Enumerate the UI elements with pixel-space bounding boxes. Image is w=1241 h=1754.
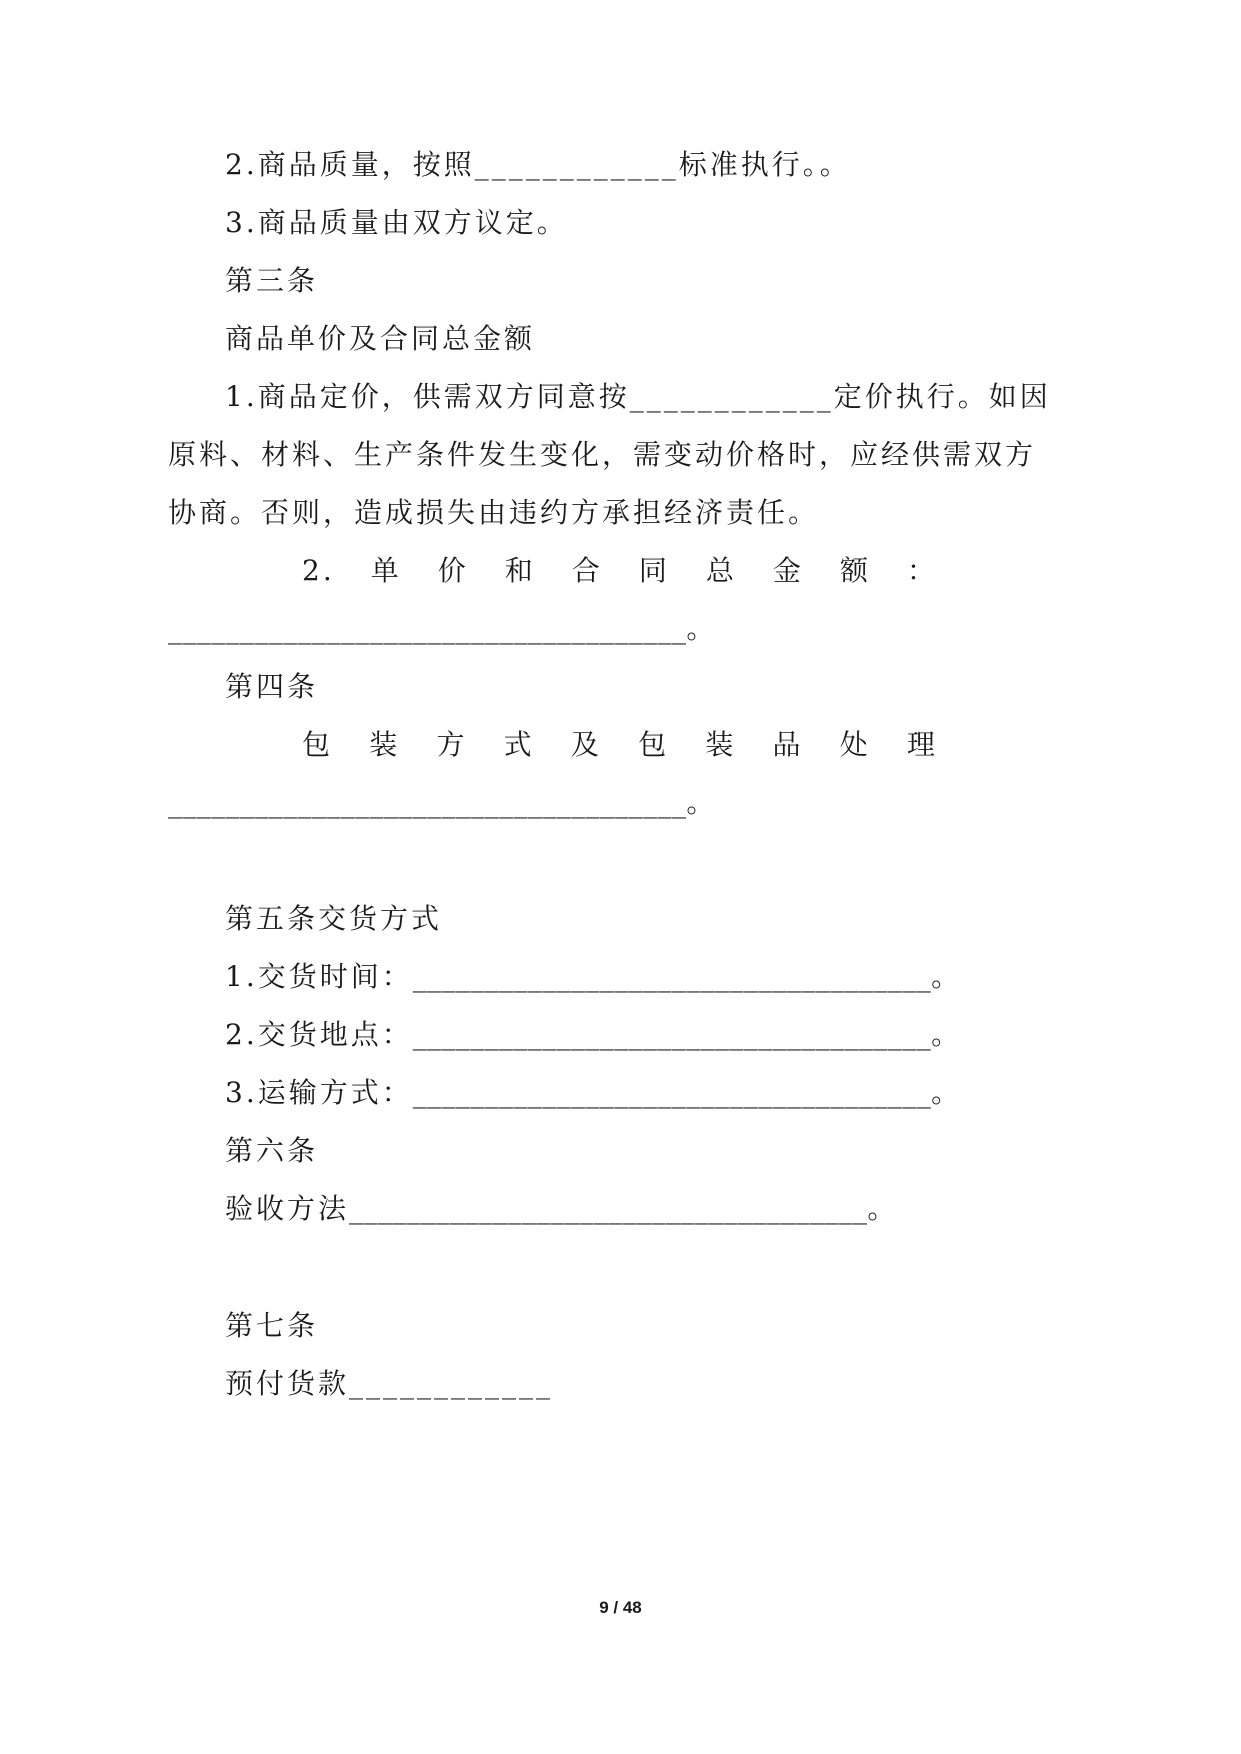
- article-4-heading: 第四条: [225, 670, 319, 703]
- article-5-heading: 第五条交货方式: [225, 902, 443, 935]
- pricing-blank[interactable]: ____________: [629, 380, 834, 413]
- unit-price-total-blank-line: ____________________________________。: [168, 609, 715, 649]
- delivery-time-line: 1.交货时间：____________________________________。: [225, 957, 962, 997]
- inspection-method-line: 验收方法____________________________________。: [225, 1189, 898, 1229]
- transport-mode-line: 3.运输方式：____________________________________。: [225, 1073, 962, 1113]
- article-6-heading: 第六条: [225, 1134, 319, 1167]
- pricing-line-2: 原料、材料、生产条件发生变化，需变动价格时，应经供需双方: [168, 438, 1037, 471]
- delivery-place-blank[interactable]: ____________________________________: [412, 1018, 932, 1051]
- packaging-title-line: 包 装 方 式 及 包 装 品 处 理: [302, 728, 938, 761]
- article-7-heading: 第七条: [225, 1309, 319, 1342]
- delivery-time-blank[interactable]: ____________________________________: [412, 960, 932, 993]
- article-3-heading: 第三条: [225, 264, 319, 297]
- page-number: 9 / 48: [599, 1598, 642, 1617]
- unit-price-total-line: 2. 单 价 和 合 同 总 金 额 ：: [302, 554, 938, 587]
- transport-mode-blank[interactable]: ____________________________________: [412, 1076, 932, 1109]
- prepayment-blank[interactable]: ____________: [349, 1367, 554, 1400]
- quality-standard-line: 2.商品质量，按照____________标准执行。。: [225, 145, 851, 185]
- packaging-blank[interactable]: ____________________________________: [168, 786, 687, 819]
- inspection-method-blank[interactable]: ____________________________________: [349, 1192, 868, 1225]
- quality-standard-blank[interactable]: ____________: [474, 148, 679, 181]
- packaging-blank-line: ____________________________________。: [168, 783, 715, 823]
- pricing-line: 1.商品定价，供需双方同意按____________定价执行。如因: [225, 377, 1051, 417]
- article-3-title: 商品单价及合同总金额: [225, 322, 536, 355]
- quality-agreed-line: 3.商品质量由双方议定。: [225, 206, 568, 239]
- unit-price-total-blank[interactable]: ____________________________________: [168, 612, 687, 645]
- delivery-place-line: 2.交货地点：____________________________________。: [225, 1015, 962, 1055]
- prepayment-line: 预付货款____________: [225, 1364, 553, 1404]
- pricing-line-3: 协商。否则，造成损失由违约方承担经济责任。: [168, 496, 820, 529]
